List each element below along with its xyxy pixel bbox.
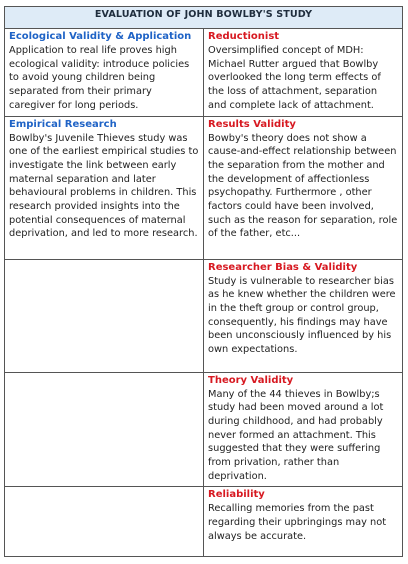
empty-cell xyxy=(5,372,204,487)
table-header-row xyxy=(5,7,403,29)
weakness-text: Study is vulnerable to researcher bias as he knew whether the children were in the theft group or control group, consequently, his findings may have been unconsciously influenced by his own expectations. xyxy=(208,275,396,356)
table-row xyxy=(5,487,403,557)
weakness-heading: Results Validity xyxy=(208,118,296,130)
empty-cell xyxy=(5,487,204,557)
weakness-text: Many of the 44 thieves in Bowlby;s study had been moved around a lot during childhood, and had probably never formed an attachment. This suggested that they were suffering from privation, rather than deprivation. xyxy=(208,388,384,482)
table-row xyxy=(5,372,403,487)
strength-text: Application to real life proves high ecological validity: introduce policies to avoid young children being separated from their primary caregiver for long periods. xyxy=(9,45,190,111)
weakness-heading: Reliability xyxy=(208,489,265,501)
weakness-heading: Theory Validity xyxy=(208,374,294,386)
table-row xyxy=(5,29,403,117)
strength-cell xyxy=(5,116,204,259)
weakness-cell xyxy=(204,259,403,372)
weakness-cell xyxy=(204,29,403,117)
weakness-text: Recalling memories from the past regarding their upbringings may not always be accurate. xyxy=(208,503,387,542)
strength-cell xyxy=(5,29,204,117)
weakness-cell xyxy=(204,116,403,259)
strength-heading: Ecological Validity & Application xyxy=(9,31,192,42)
weakness-text: Oversimplified concept of MDH: Michael Rutter argued that Bowlby overlooked the long term effects of the loss of attachment, separation and complete lack of attachment. xyxy=(208,45,381,111)
table-row xyxy=(5,116,403,259)
weakness-heading: Researcher Bias & Validity xyxy=(208,261,358,273)
weakness-cell xyxy=(204,372,403,487)
evaluation-table xyxy=(4,6,403,557)
weakness-cell xyxy=(204,487,403,557)
weakness-text: Bowby's theory does not show a cause-and-effect relationship between the separation from the mother and the development of affectionless psychopathy. Furthermore , other factors could have been involved, such as the reason for separation, role of the father, etc... xyxy=(208,132,398,240)
strength-text: Bowlby's Juvenile Thieves study was one of the earliest empirical studies to investigate the link between early maternal separation and later behavioural problems in children. This research provided insights into the potential consequences of maternal deprivation, and led to more research. xyxy=(9,132,199,240)
weakness-heading: Reductionist xyxy=(208,31,280,42)
table-row xyxy=(5,259,403,372)
table-title: EVALUATION OF JOHN BOWLBY'S STUDY xyxy=(5,7,403,29)
empty-cell xyxy=(5,259,204,372)
strength-heading: Empirical Research xyxy=(9,118,117,130)
